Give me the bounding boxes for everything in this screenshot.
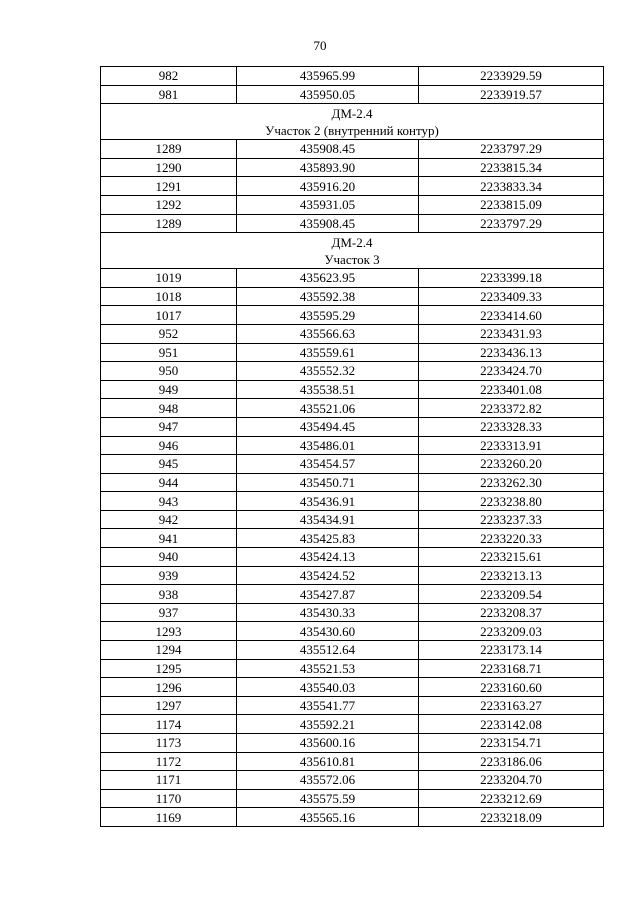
y-coordinate-cell: 2233929.59: [419, 67, 604, 86]
table-row: [101, 473, 604, 492]
section-heading-row: [101, 233, 604, 269]
y-coordinate-cell: 2233173.14: [419, 641, 604, 660]
coordinates-table-body: [101, 67, 604, 827]
point-number-cell: 1289: [101, 214, 237, 233]
point-number-cell: 951: [101, 343, 237, 362]
x-coordinate-cell: 435430.60: [237, 622, 419, 641]
table-row: [101, 510, 604, 529]
point-number-cell: 944: [101, 473, 237, 492]
point-number-cell: 946: [101, 436, 237, 455]
point-number-cell: 947: [101, 417, 237, 436]
y-coordinate-cell: 2233220.33: [419, 529, 604, 548]
table-row: [101, 455, 604, 474]
section-title: Участок 3: [324, 251, 380, 267]
y-coordinate-cell: 2233409.33: [419, 287, 604, 306]
table-row: [101, 324, 604, 343]
point-number-cell: 1290: [101, 158, 237, 177]
point-number-cell: 1289: [101, 140, 237, 159]
point-number-cell: 1293: [101, 622, 237, 641]
y-coordinate-cell: 2233313.91: [419, 436, 604, 455]
table-row: [101, 678, 604, 697]
x-coordinate-cell: 435592.38: [237, 287, 419, 306]
point-number-cell: 1295: [101, 659, 237, 678]
x-coordinate-cell: 435424.13: [237, 548, 419, 567]
y-coordinate-cell: 2233238.80: [419, 492, 604, 511]
table-row: [101, 380, 604, 399]
y-coordinate-cell: 2233401.08: [419, 380, 604, 399]
table-row: [101, 752, 604, 771]
x-coordinate-cell: 435521.53: [237, 659, 419, 678]
y-coordinate-cell: 2233919.57: [419, 85, 604, 104]
x-coordinate-cell: 435575.59: [237, 789, 419, 808]
y-coordinate-cell: 2233160.60: [419, 678, 604, 697]
point-number-cell: 1171: [101, 771, 237, 790]
table-row: [101, 641, 604, 660]
point-number-cell: 949: [101, 380, 237, 399]
x-coordinate-cell: 435538.51: [237, 380, 419, 399]
x-coordinate-cell: 435512.64: [237, 641, 419, 660]
x-coordinate-cell: 435566.63: [237, 324, 419, 343]
table-row: [101, 417, 604, 436]
point-number-cell: 982: [101, 67, 237, 86]
x-coordinate-cell: 435454.57: [237, 455, 419, 474]
y-coordinate-cell: 2233168.71: [419, 659, 604, 678]
section-code: ДМ-2.4: [331, 105, 373, 121]
point-number-cell: 950: [101, 362, 237, 381]
x-coordinate-cell: 435494.45: [237, 417, 419, 436]
table-row: [101, 808, 604, 827]
table-row: [101, 287, 604, 306]
y-coordinate-cell: 2233154.71: [419, 734, 604, 753]
table-row: [101, 529, 604, 548]
x-coordinate-cell: 435623.95: [237, 269, 419, 288]
y-coordinate-cell: 2233208.37: [419, 603, 604, 622]
table-row: [101, 269, 604, 288]
point-number-cell: 1169: [101, 808, 237, 827]
x-coordinate-cell: 435592.21: [237, 715, 419, 734]
point-number-cell: 1017: [101, 306, 237, 325]
table-row: [101, 399, 604, 418]
table-row: [101, 622, 604, 641]
x-coordinate-cell: 435436.91: [237, 492, 419, 511]
y-coordinate-cell: 2233815.09: [419, 195, 604, 214]
x-coordinate-cell: 435950.05: [237, 85, 419, 104]
section-code: ДМ-2.4: [331, 234, 373, 250]
y-coordinate-cell: 2233215.61: [419, 548, 604, 567]
point-number-cell: 938: [101, 585, 237, 604]
table-row: [101, 140, 604, 159]
table-row: [101, 771, 604, 790]
table-row: [101, 214, 604, 233]
point-number-cell: 1291: [101, 177, 237, 196]
y-coordinate-cell: 2233431.93: [419, 324, 604, 343]
x-coordinate-cell: 435931.05: [237, 195, 419, 214]
y-coordinate-cell: 2233212.69: [419, 789, 604, 808]
x-coordinate-cell: 435434.91: [237, 510, 419, 529]
point-number-cell: 1173: [101, 734, 237, 753]
point-number-cell: 1294: [101, 641, 237, 660]
table-row: [101, 789, 604, 808]
table-row: [101, 734, 604, 753]
x-coordinate-cell: 435424.52: [237, 566, 419, 585]
y-coordinate-cell: 2233815.34: [419, 158, 604, 177]
x-coordinate-cell: 435552.32: [237, 362, 419, 381]
table-row: [101, 85, 604, 104]
table-row: [101, 343, 604, 362]
section-heading-row: [101, 104, 604, 140]
table-row: [101, 585, 604, 604]
table-row: [101, 696, 604, 715]
point-number-cell: 1297: [101, 696, 237, 715]
point-number-cell: 1174: [101, 715, 237, 734]
section-heading: [101, 233, 604, 269]
x-coordinate-cell: 435893.90: [237, 158, 419, 177]
y-coordinate-cell: 2233833.34: [419, 177, 604, 196]
x-coordinate-cell: 435600.16: [237, 734, 419, 753]
point-number-cell: 1170: [101, 789, 237, 808]
y-coordinate-cell: 2233424.70: [419, 362, 604, 381]
y-coordinate-cell: 2233218.09: [419, 808, 604, 827]
table-row: [101, 158, 604, 177]
point-number-cell: 941: [101, 529, 237, 548]
section-title: Участок 2 (внутренний контур): [265, 122, 439, 138]
point-number-cell: 937: [101, 603, 237, 622]
y-coordinate-cell: 2233213.13: [419, 566, 604, 585]
y-coordinate-cell: 2233797.29: [419, 140, 604, 159]
x-coordinate-cell: 435908.45: [237, 140, 419, 159]
x-coordinate-cell: 435540.03: [237, 678, 419, 697]
x-coordinate-cell: 435916.20: [237, 177, 419, 196]
y-coordinate-cell: 2233204.70: [419, 771, 604, 790]
point-number-cell: 942: [101, 510, 237, 529]
point-number-cell: 948: [101, 399, 237, 418]
y-coordinate-cell: 2233260.20: [419, 455, 604, 474]
table-row: [101, 603, 604, 622]
y-coordinate-cell: 2233163.27: [419, 696, 604, 715]
point-number-cell: 1172: [101, 752, 237, 771]
point-number-cell: 943: [101, 492, 237, 511]
y-coordinate-cell: 2233372.82: [419, 399, 604, 418]
section-heading: [101, 104, 604, 140]
point-number-cell: 1296: [101, 678, 237, 697]
point-number-cell: 981: [101, 85, 237, 104]
x-coordinate-cell: 435521.06: [237, 399, 419, 418]
table-row: [101, 436, 604, 455]
point-number-cell: 940: [101, 548, 237, 567]
x-coordinate-cell: 435425.83: [237, 529, 419, 548]
x-coordinate-cell: 435427.87: [237, 585, 419, 604]
point-number-cell: 1292: [101, 195, 237, 214]
y-coordinate-cell: 2233262.30: [419, 473, 604, 492]
y-coordinate-cell: 2233209.03: [419, 622, 604, 641]
x-coordinate-cell: 435486.01: [237, 436, 419, 455]
y-coordinate-cell: 2233414.60: [419, 306, 604, 325]
x-coordinate-cell: 435610.81: [237, 752, 419, 771]
table-row: [101, 177, 604, 196]
table-row: [101, 492, 604, 511]
table-row: [101, 306, 604, 325]
point-number-cell: 1018: [101, 287, 237, 306]
coordinates-table: [100, 66, 604, 827]
table-row: [101, 548, 604, 567]
table-row: [101, 362, 604, 381]
y-coordinate-cell: 2233797.29: [419, 214, 604, 233]
table-row: [101, 715, 604, 734]
point-number-cell: 945: [101, 455, 237, 474]
table-row: [101, 566, 604, 585]
y-coordinate-cell: 2233142.08: [419, 715, 604, 734]
x-coordinate-cell: 435595.29: [237, 306, 419, 325]
table-row: [101, 67, 604, 86]
x-coordinate-cell: 435450.71: [237, 473, 419, 492]
point-number-cell: 952: [101, 324, 237, 343]
y-coordinate-cell: 2233436.13: [419, 343, 604, 362]
point-number-cell: 939: [101, 566, 237, 585]
x-coordinate-cell: 435559.61: [237, 343, 419, 362]
y-coordinate-cell: 2233209.54: [419, 585, 604, 604]
page-number: 70: [313, 38, 327, 53]
y-coordinate-cell: 2233237.33: [419, 510, 604, 529]
y-coordinate-cell: 2233186.06: [419, 752, 604, 771]
point-number-cell: 1019: [101, 269, 237, 288]
y-coordinate-cell: 2233399.18: [419, 269, 604, 288]
x-coordinate-cell: 435565.16: [237, 808, 419, 827]
y-coordinate-cell: 2233328.33: [419, 417, 604, 436]
table-row: [101, 195, 604, 214]
x-coordinate-cell: 435572.06: [237, 771, 419, 790]
x-coordinate-cell: 435541.77: [237, 696, 419, 715]
x-coordinate-cell: 435965.99: [237, 67, 419, 86]
x-coordinate-cell: 435430.33: [237, 603, 419, 622]
table-row: [101, 659, 604, 678]
x-coordinate-cell: 435908.45: [237, 214, 419, 233]
